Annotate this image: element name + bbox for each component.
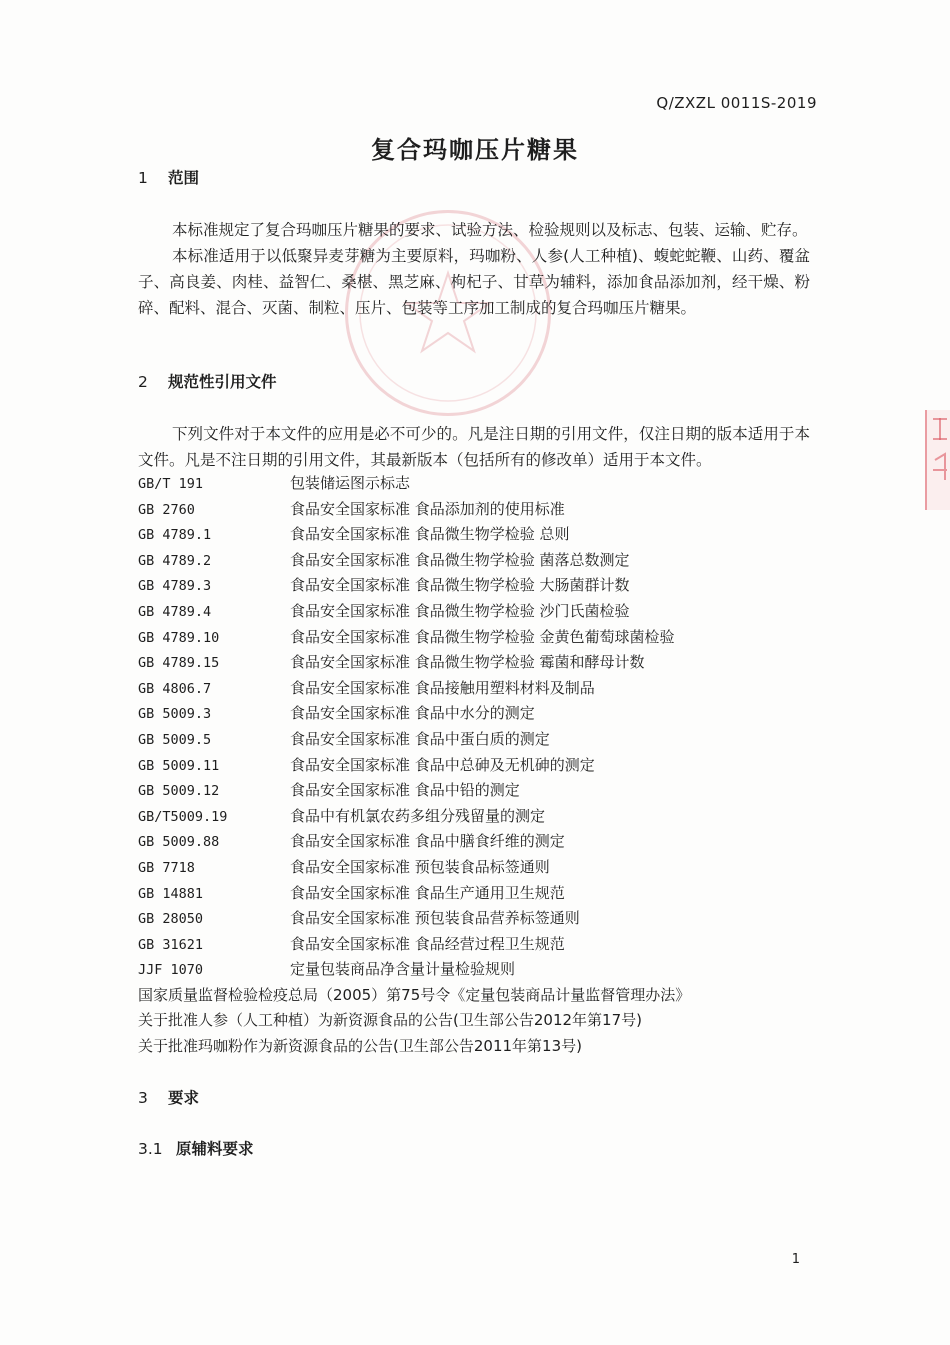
reference-row	[138, 650, 818, 676]
reference-row	[138, 701, 818, 727]
section-number: 3.1	[138, 1140, 163, 1158]
reference-code: GB 4789.4	[138, 603, 212, 620]
reference-title: 包装储运图示标志	[290, 474, 411, 492]
reference-title: 食品安全国家标准 食品微生物学检验 金黄色葡萄球菌检验	[290, 627, 675, 646]
reference-code: JJF 1070	[138, 962, 204, 979]
section-3-1-heading	[138, 1137, 254, 1159]
section-2-intro	[138, 421, 810, 473]
section-title: 原辅料要求	[176, 1140, 254, 1158]
section-number: 1	[138, 169, 148, 187]
reference-row	[138, 522, 818, 548]
reference-code: GB 5009.11	[138, 757, 220, 774]
reference-row	[138, 804, 818, 830]
reference-list	[138, 471, 818, 1060]
reference-title: 食品安全国家标准 食品微生物学检验 总则	[290, 525, 570, 544]
reference-row	[138, 599, 818, 625]
reference-extra-line: 关于批准玛咖粉作为新资源食品的公告(卫生部公告2011年第13号)	[138, 1037, 582, 1056]
reference-row	[138, 855, 818, 881]
reference-title: 食品安全国家标准 食品微生物学检验 大肠菌群计数	[290, 576, 630, 595]
reference-row	[138, 957, 818, 983]
reference-code: GB 4806.7	[138, 680, 212, 697]
section-number: 2	[138, 373, 148, 391]
section-2-heading	[138, 370, 277, 392]
reference-row	[138, 573, 818, 599]
reference-code: GB 4789.1	[138, 527, 212, 544]
paragraph: 本标准规定了复合玛咖压片糖果的要求、试验方法、检验规则以及标志、包装、运输、贮存。	[172, 221, 808, 239]
reference-code: GB 28050	[138, 911, 204, 928]
reference-title: 食品安全国家标准 食品中膳食纤维的测定	[290, 832, 565, 851]
reference-title: 食品安全国家标准 食品中总砷及无机砷的测定	[290, 755, 595, 774]
reference-row	[138, 829, 818, 855]
reference-row	[138, 906, 818, 932]
reference-code: GB 31621	[138, 936, 204, 953]
section-1-body	[138, 217, 810, 321]
reference-code: GB 4789.3	[138, 578, 212, 595]
reference-row	[138, 676, 818, 702]
reference-code: GB 7718	[138, 859, 195, 876]
reference-title: 食品安全国家标准 食品微生物学检验 霉菌和酵母计数	[290, 653, 645, 672]
section-title: 范围	[168, 169, 200, 187]
reference-title: 食品安全国家标准 食品中蛋白质的测定	[290, 729, 550, 748]
paragraph: 本标准适用于以低聚异麦芽糖为主要原料，玛咖粉、人参(人工种植)、蝮蛇蛇鞭、山药、覆盆子、高良姜、肉桂、益智仁、桑椹、黑芝麻、枸杞子、甘草为辅料，添加食品添加剂，经干燥、粉碎、配料、混合、灭菌、制粒、压片、包装等工序加工制成的复合玛咖压片糖果。	[138, 247, 810, 317]
reference-title: 食品中有机氯农药多组分残留量的测定	[290, 806, 546, 825]
reference-row	[138, 497, 818, 523]
reference-row	[138, 778, 818, 804]
reference-row	[138, 753, 818, 779]
reference-row	[138, 548, 818, 574]
reference-code: GB 4789.2	[138, 552, 212, 569]
page-number: 1	[791, 1252, 800, 1267]
reference-title: 食品安全国家标准 预包装食品营养标签通则	[290, 909, 580, 928]
document-title: 复合玛咖压片糖果	[371, 136, 579, 164]
reference-title: 食品安全国家标准 食品中水分的测定	[290, 704, 535, 723]
reference-title: 食品安全国家标准 食品中铅的测定	[290, 781, 520, 800]
reference-row	[138, 932, 818, 958]
reference-row	[138, 625, 818, 651]
reference-extra-line: 关于批准人参（人工种植）为新资源食品的公告(卫生部公告2012年第17号)	[138, 1011, 642, 1030]
reference-title: 食品安全国家标准 食品添加剂的使用标准	[290, 499, 565, 518]
reference-row	[138, 471, 818, 497]
section-title: 规范性引用文件	[168, 373, 277, 391]
reference-title: 食品安全国家标准 预包装食品标签通则	[290, 857, 550, 876]
reference-code: GB 4789.15	[138, 655, 220, 672]
section-title: 要求	[168, 1089, 200, 1107]
reference-code: GB/T 191	[138, 476, 204, 492]
reference-extra-line: 国家质量监督检验检疫总局（2005）第75号令《定量包装商品计量监督管理办法》	[138, 985, 691, 1004]
reference-title: 食品安全国家标准 食品经营过程卫生规范	[290, 934, 565, 953]
reference-row	[138, 881, 818, 907]
standard-code: Q/ZXZL 0011S-2019	[656, 94, 817, 112]
reference-code: GB 5009.88	[138, 834, 220, 851]
paragraph: 下列文件对于本文件的应用是必不可少的。凡是注日期的引用文件，仅注日期的版本适用于本文件。凡是不注日期的引用文件，其最新版本（包括所有的修改单）适用于本文件。	[138, 425, 810, 469]
reference-title: 食品安全国家标准 食品生产通用卫生规范	[290, 883, 565, 902]
reference-code: GB 5009.3	[138, 706, 212, 723]
reference-code: GB 4789.10	[138, 629, 220, 646]
reference-title: 食品安全国家标准 食品接触用塑料材料及制品	[290, 678, 595, 697]
section-3-heading	[138, 1086, 199, 1108]
reference-title: 食品安全国家标准 食品微生物学检验 沙门氏菌检验	[290, 601, 630, 620]
reference-code: GB 5009.12	[138, 783, 220, 800]
side-seal-fragment	[925, 410, 950, 510]
reference-title: 食品安全国家标准 食品微生物学检验 菌落总数测定	[290, 550, 630, 569]
reference-row	[138, 727, 818, 753]
reference-code: GB/T5009.19	[138, 808, 228, 825]
reference-code: GB 14881	[138, 885, 204, 902]
reference-title: 定量包装商品净含量计量检验规则	[290, 960, 516, 979]
reference-code: GB 2760	[138, 501, 195, 518]
reference-code: GB 5009.5	[138, 731, 212, 748]
section-1-heading	[138, 166, 199, 188]
section-number: 3	[138, 1089, 148, 1107]
